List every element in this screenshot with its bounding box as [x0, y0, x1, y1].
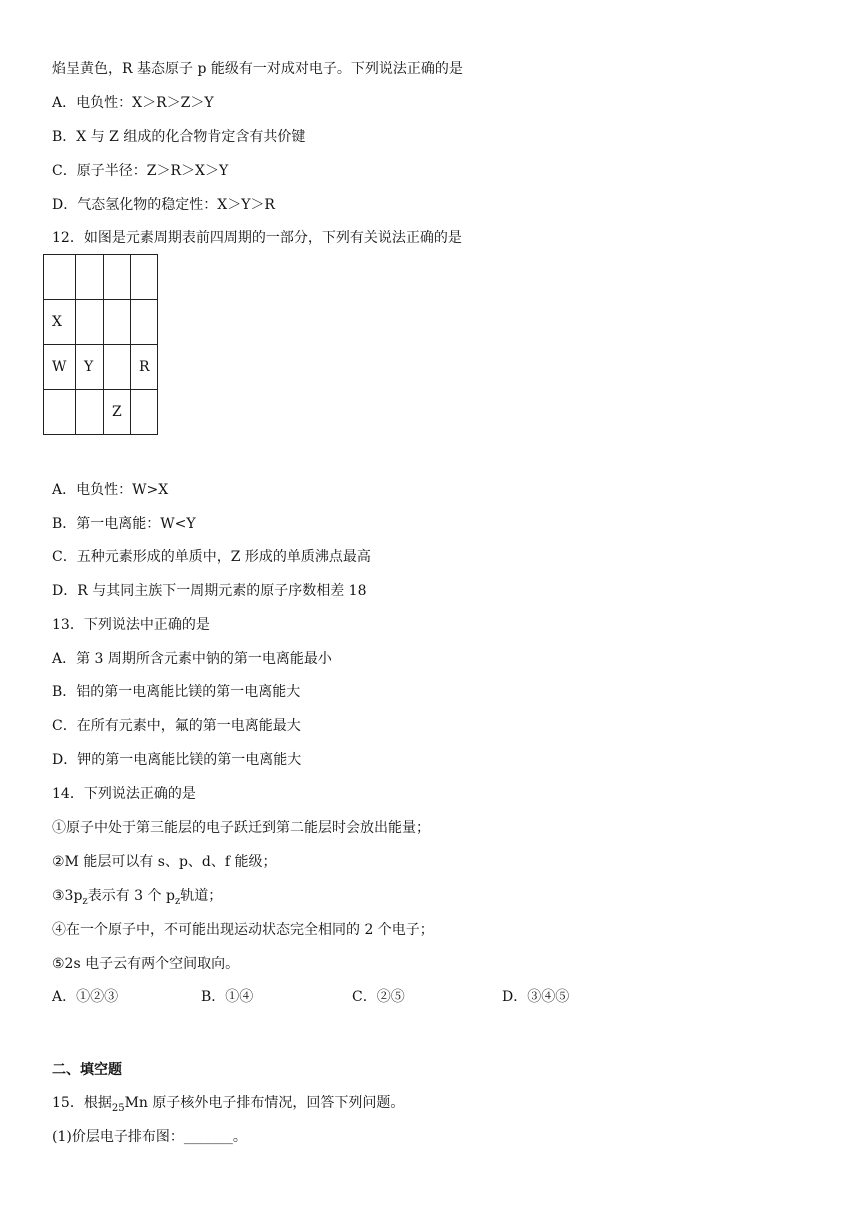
table-cell	[131, 255, 158, 300]
q14-option-a: A．①②③	[52, 989, 119, 1005]
q12-option-a: A．电负性：W>X	[52, 482, 169, 498]
q14-statement-3: $③3p_z$表示有 3 个 $p_z$轨道；	[52, 888, 223, 907]
q11-option-d: D．气态氢化物的稳定性：X＞Y＞R	[52, 197, 275, 213]
table-cell	[104, 345, 131, 390]
table-cell	[76, 300, 104, 345]
table-cell-r: R	[131, 345, 158, 390]
table-cell	[131, 300, 158, 345]
q12-option-c: C．五种元素形成的单质中，Z 形成的单质沸点最高	[52, 549, 371, 565]
q15-part-1: (1)价层电子排布图：_______。	[52, 1129, 247, 1145]
q11-option-c: C．原子半径：Z＞R＞X＞Y	[52, 163, 229, 179]
table-cell-y: Y	[76, 345, 104, 390]
q13-option-a: A．第 3 周期所含元素中钠的第一电离能最小	[52, 651, 332, 667]
q13-stem: 13．下列说法中正确的是	[52, 617, 210, 633]
q13-option-c: C．在所有元素中，氟的第一电离能最大	[52, 718, 301, 734]
table-cell	[131, 390, 158, 435]
table-cell	[76, 255, 104, 300]
q14-option-c: C．②⑤	[352, 989, 405, 1005]
q14-statement-1: ①原子中处于第三能层的电子跃迁到第二能层时会放出能量；	[52, 820, 430, 836]
q12-option-b: B．第一电离能：W<Y	[52, 516, 196, 532]
q11-stem-tail: 焰呈黄色，R 基态原子 p 能级有一对成对电子。下列说法正确的是	[52, 61, 463, 77]
table-cell-x: X	[44, 300, 76, 345]
q13-option-d: D．钾的第一电离能比镁的第一电离能大	[52, 752, 302, 768]
table-cell-w: W	[44, 345, 76, 390]
q12-stem: 12．如图是元素周期表前四周期的一部分，下列有关说法正确的是	[52, 230, 462, 246]
q11-option-a: A．电负性：X＞R＞Z＞Y	[52, 95, 214, 111]
q14-statement-5: ⑤2s 电子云有两个空间取向。	[52, 956, 240, 972]
q14-stem: 14．下列说法正确的是	[52, 786, 196, 802]
periodic-table-fragment	[43, 254, 158, 435]
q14-statement-4: ④在一个原子中，不可能出现运动状态完全相同的 2 个电子；	[52, 922, 434, 938]
table-cell	[76, 390, 104, 435]
q11-option-b: B．X 与 Z 组成的化合物肯定含有共价键	[52, 129, 306, 145]
section-heading: 二、填空题	[52, 1062, 122, 1078]
q12-option-d: D．R 与其同主族下一周期元素的原子序数相差 18	[52, 583, 367, 599]
table-cell-z: Z	[104, 390, 131, 435]
table-cell	[44, 255, 76, 300]
table-cell	[104, 300, 131, 345]
q14-option-b: B．①④	[201, 989, 254, 1005]
table-cell	[104, 255, 131, 300]
table-cell	[44, 390, 76, 435]
q13-option-b: B．铝的第一电离能比镁的第一电离能大	[52, 684, 301, 700]
q14-option-d: D．③④⑤	[502, 989, 570, 1005]
q15-stem: 15．根据$_{25}$Mn 原子核外电子排布情况，回答下列问题。	[52, 1095, 405, 1114]
q14-statement-2: ②M 能层可以有 s、p、d、f 能级；	[52, 854, 277, 870]
